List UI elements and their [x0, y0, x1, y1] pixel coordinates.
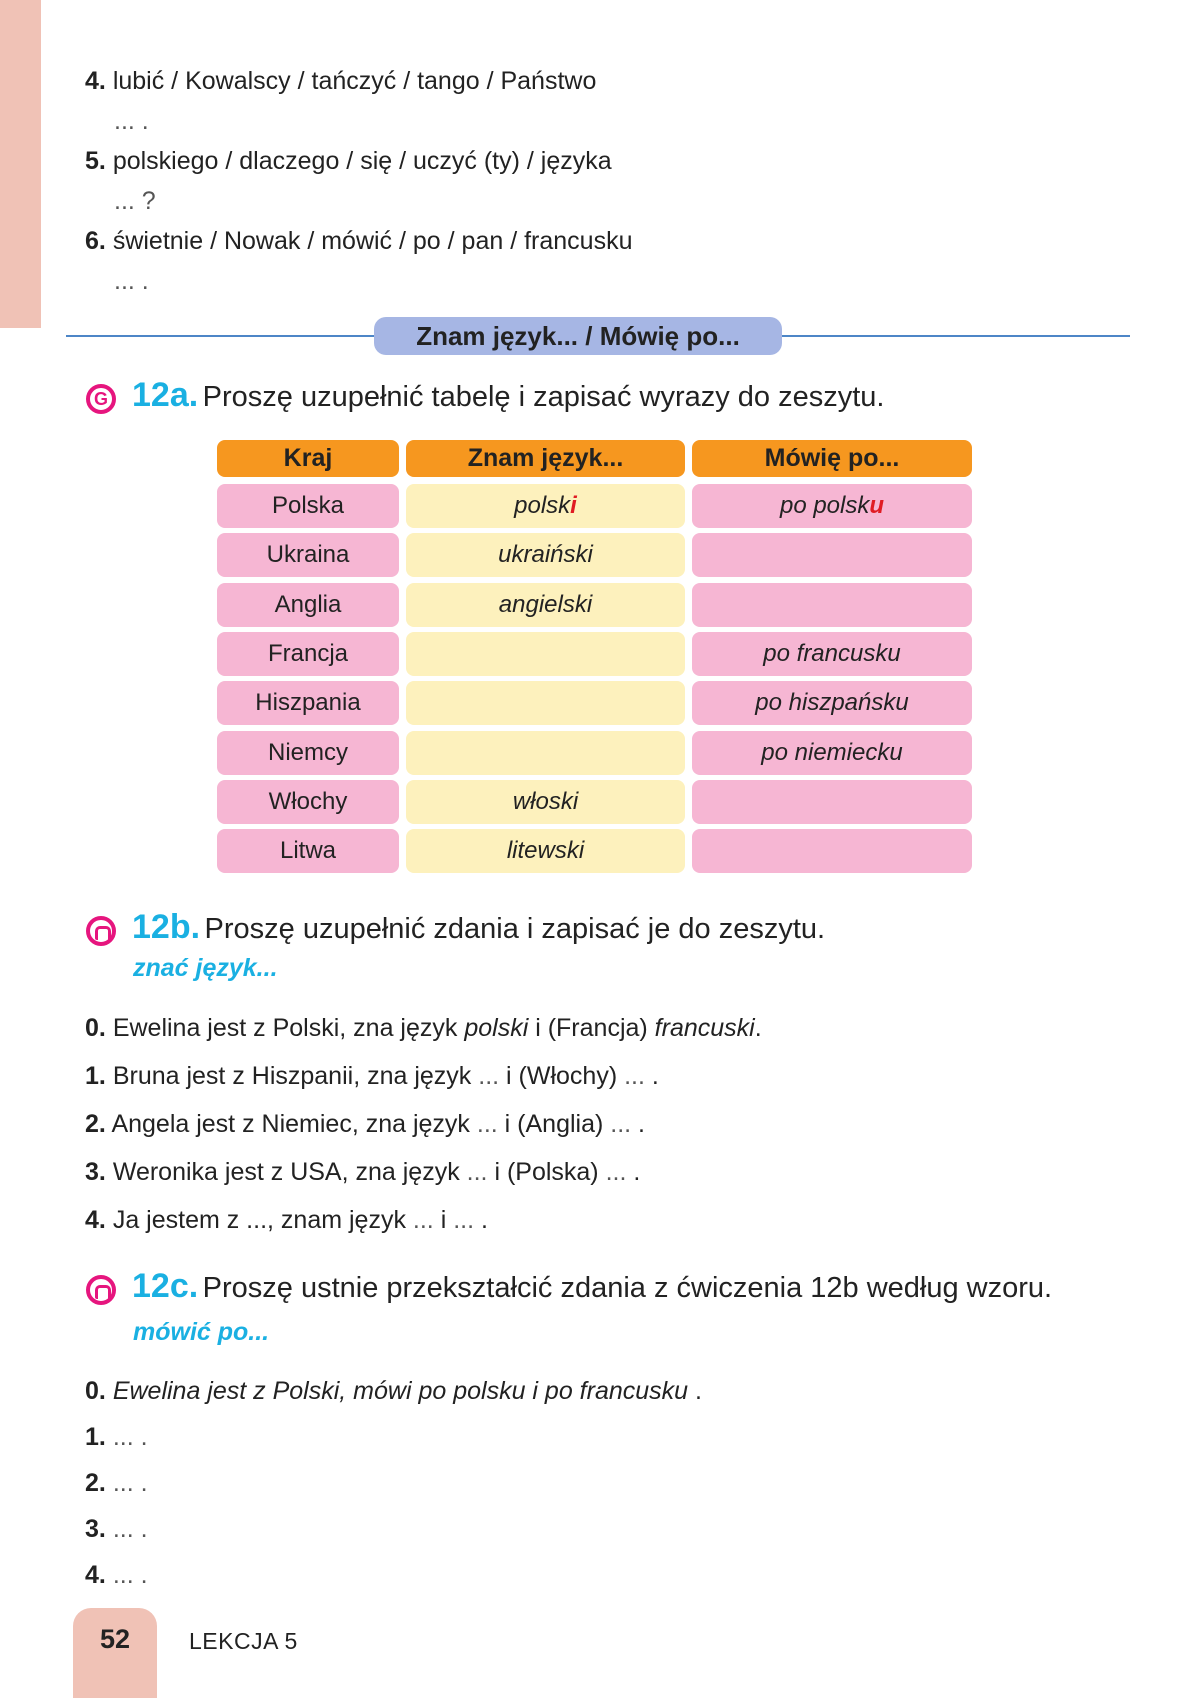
cell-speak [692, 583, 972, 627]
cell-country: Francja [217, 632, 399, 676]
sentence-1: 1. Bruna jest z Hiszpanii, zna język ... i (Włochy) ... . [85, 1062, 659, 1090]
exercise-number: 12c. [132, 1267, 199, 1305]
cell-speak: po francusku [692, 632, 972, 676]
exercise-number: 12b. [132, 908, 201, 946]
answer-line-3: 3. ... . [85, 1515, 148, 1543]
section-title: Znam język... / Mówię po... [374, 317, 782, 355]
cell-country: Włochy [217, 780, 399, 824]
cell-country: Hiszpania [217, 681, 399, 725]
exercise-instruction: Proszę uzupełnić zdania i zapisać je do zeszytu. [204, 913, 826, 945]
header-kraj: Kraj [217, 440, 399, 477]
exercise-instruction: Proszę uzupełnić tabelę i zapisać wyrazy do zeszytu. [202, 381, 885, 413]
header-mowie-po: Mówię po... [692, 440, 972, 477]
cell-language: litewski [406, 829, 685, 873]
cell-language [406, 731, 685, 775]
cell-country: Niemcy [217, 731, 399, 775]
sentence-0: 0. Ewelina jest z Polski, zna język polski i (Francja) francuski. [85, 1014, 762, 1042]
cell-speak: po hiszpańsku [692, 681, 972, 725]
cell-country: Polska [217, 484, 399, 528]
answer-line-4: 4. ... . [85, 1561, 148, 1589]
exercise-12c-subhead: mówić po... [133, 1318, 270, 1346]
cell-language: polski [406, 484, 685, 528]
example-sentence: 0. Ewelina jest z Polski, mówi po polsku i po francusku . [85, 1377, 702, 1405]
answer-line-2: 2. ... . [85, 1469, 148, 1497]
exercise-instruction: Proszę ustnie przekształcić zdania z ćwiczenia 12b według wzoru. [202, 1272, 1053, 1304]
exercise-12a-header [132, 376, 884, 415]
cell-language [406, 681, 685, 725]
item-6: 6. świetnie / Nowak / mówić / po / pan / francusku [85, 227, 633, 255]
exercise-12b-header [132, 908, 825, 947]
sentence-2: 2. Angela jest z Niemiec, zna język ... i (Anglia) ... . [85, 1110, 646, 1138]
exercise-12b-subhead: znać język... [133, 954, 278, 982]
speaking-icon [86, 1275, 116, 1305]
sentence-4: 4. Ja jestem z ..., znam język ... i ... . [85, 1206, 488, 1234]
cell-language [406, 632, 685, 676]
answer-line-1: 1. ... . [85, 1423, 148, 1451]
item-5: 5. polskiego / dlaczego / się / uczyć (ty) / języka [85, 147, 612, 175]
item-5-answer: ... ? [114, 187, 156, 215]
grammar-icon [86, 384, 116, 414]
page-number: 52 [99, 1624, 131, 1654]
speaking-icon [86, 916, 116, 946]
lesson-label: LEKCJA 5 [189, 1628, 298, 1654]
cell-country: Ukraina [217, 533, 399, 577]
cell-speak [692, 780, 972, 824]
cell-country: Litwa [217, 829, 399, 873]
cell-speak: po polsku [692, 484, 972, 528]
item-6-answer: ... . [114, 267, 149, 295]
cell-language: włoski [406, 780, 685, 824]
cell-language: ukraiński [406, 533, 685, 577]
item-4: 4. lubić / Kowalscy / tańczyć / tango / Państwo [85, 67, 597, 95]
cell-speak [692, 533, 972, 577]
exercise-12c-header [132, 1267, 1052, 1306]
sentence-3: 3. Weronika jest z USA, zna język ... i (Polska) ... . [85, 1158, 641, 1186]
margin-color-strip [0, 0, 41, 328]
header-znam-jezyk: Znam język... [406, 440, 685, 477]
cell-speak [692, 829, 972, 873]
item-4-answer: ... . [114, 107, 149, 135]
cell-language: angielski [406, 583, 685, 627]
cell-speak: po niemiecku [692, 731, 972, 775]
cell-country: Anglia [217, 583, 399, 627]
exercise-number: 12a. [132, 376, 199, 414]
